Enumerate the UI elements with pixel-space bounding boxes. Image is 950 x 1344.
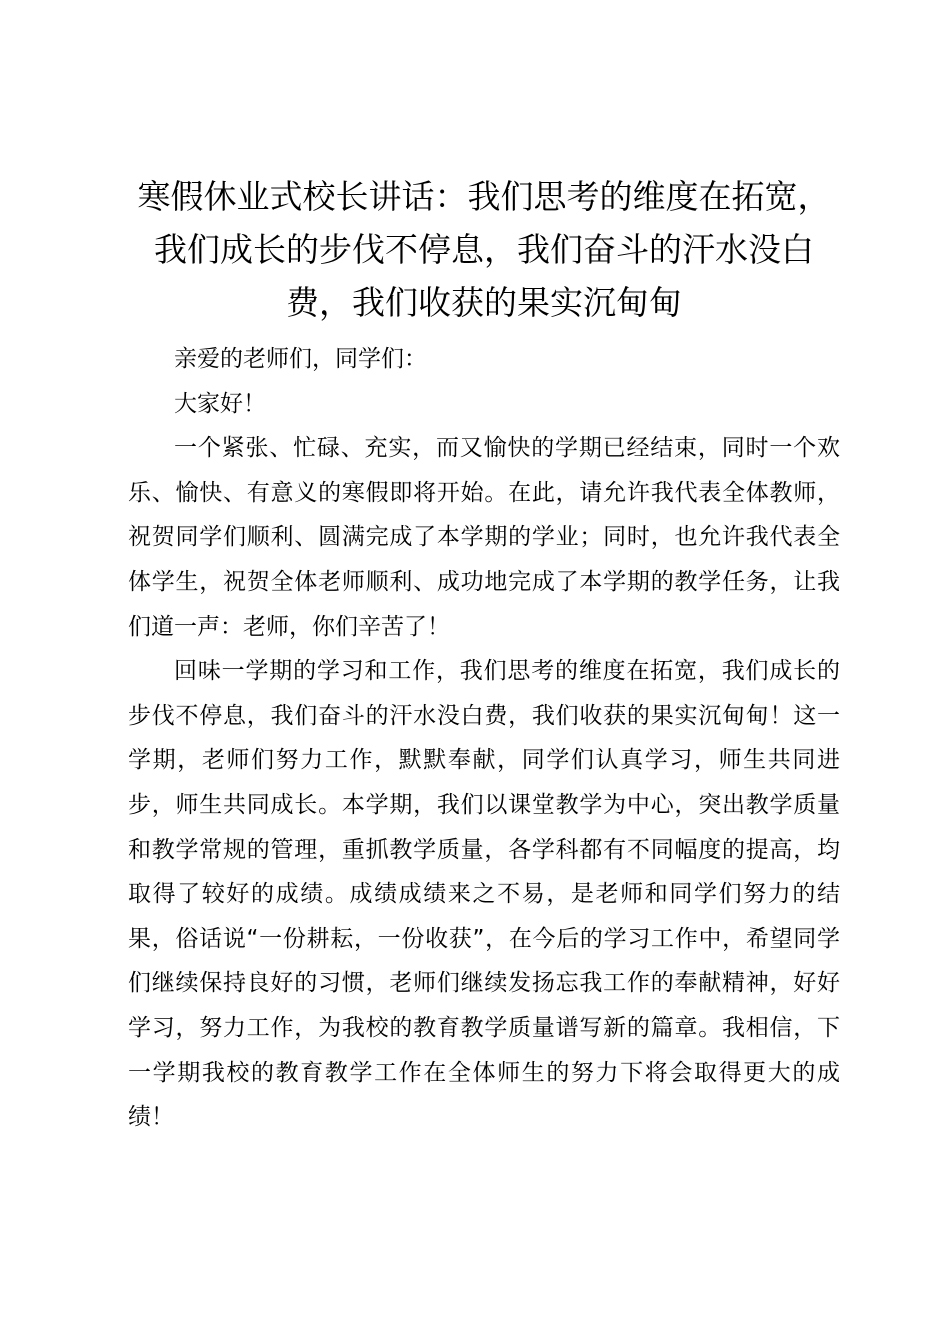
document-body <box>128 337 840 1140</box>
paragraph-1: 一个紧张、忙碌、充实，而又愉快的学期已经结束，同时一个欢乐、愉快、有意义的寒假即将开始。在此，请允许我代表全体教师，祝贺同学们顺利、圆满完成了本学期的学业；同时，也允许我代表全体学生，祝贺全体老师顺利、成功地完成了本学期的教学任务，让我们道一声：老师，你们辛苦了！ <box>128 435 840 640</box>
salutation: 亲爱的老师们，同学们： <box>174 346 427 372</box>
title-line-2: 我们成长的步伐不停息，我们奋斗的汗水没白 <box>154 230 814 269</box>
greeting: 大家好！ <box>174 390 266 417</box>
document-title <box>128 170 840 329</box>
title-line-1: 寒假休业式校长讲话：我们思考的维度在拓宽， <box>137 177 831 216</box>
title-line-3: 费，我们收获的果实沉甸甸 <box>286 283 682 322</box>
paragraph-2: 回味一学期的学习和工作，我们思考的维度在拓宽，我们成长的步伐不停息，我们奋斗的汗水没白费，我们收获的果实沉甸甸！这一学期，老师们努力工作，默默奉献，同学们认真学习，师生共同进步，师生共同成长。本学期，我们以课堂教学为中心，突出教学质量和教学常规的管理，重抓教学质量，各学科都有不同幅度的提高，均取得了较好的成绩。成绩成绩来之不易，是老师和同学们努力的结果，俗话说“一份耕耘，一份收获”，在今后的学习工作中，希望同学们继续保持良好的习惯，老师们继续发扬忘我工作的奉献精神，好好学习，努力工作，为我校的教育教学质量谱写新的篇章。我相信，下一学期我校的教育教学工作在全体师生的努力下将会取得更大的成绩！ <box>128 658 840 1131</box>
